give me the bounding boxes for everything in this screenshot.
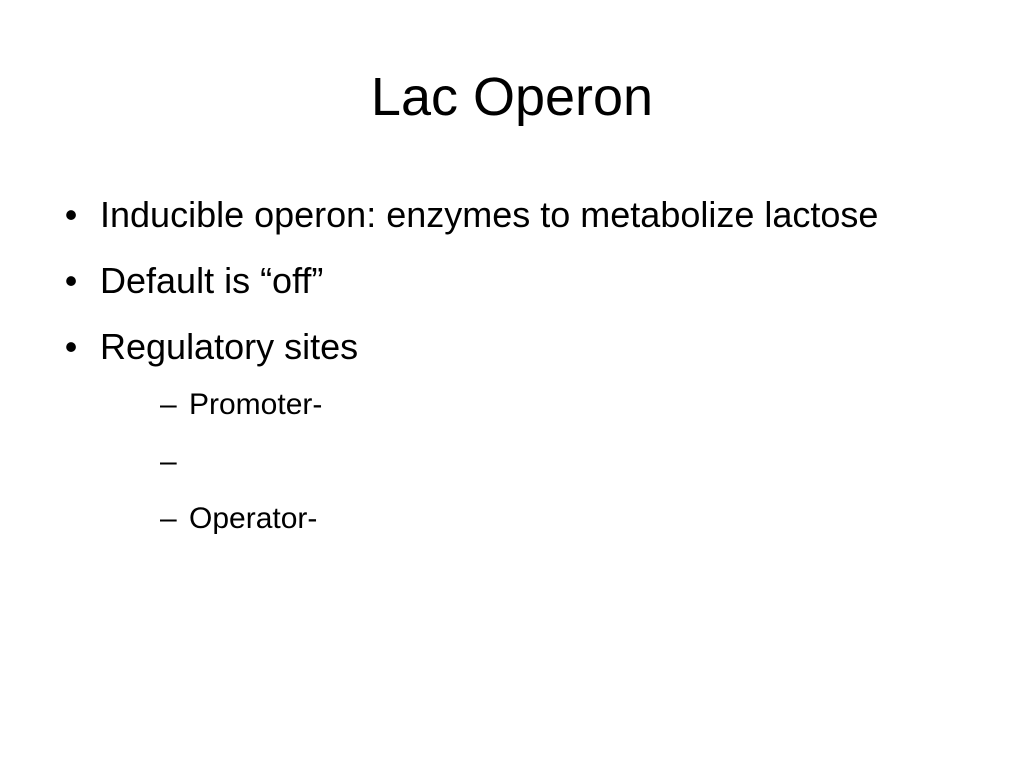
bullet-item [56,188,956,242]
bullet-item [56,254,956,308]
bullet-marker: • [64,326,78,367]
sub-bullet-item [160,490,956,547]
sub-bullet-marker: – [160,502,177,535]
sub-bullet-marker: – [160,445,177,478]
sub-bullet-item [160,433,956,490]
sub-bullet-marker: – [160,388,177,421]
sub-bullet-item [160,376,956,433]
sub-bullet-text: Promoter- [189,388,323,421]
bullet-text: Inducible operon: enzymes to metabolize lactose [100,194,879,235]
bullet-marker: • [64,194,78,235]
bullet-text: Regulatory sites [100,326,359,367]
slide-title: Lac Operon [370,67,654,127]
bullet-item [56,320,956,547]
bullet-list [56,188,956,559]
bullet-marker: • [64,260,78,301]
sub-bullet-text: Operator- [189,502,318,535]
sub-bullet-list [160,376,956,547]
bullet-text: Default is “off” [100,260,324,301]
